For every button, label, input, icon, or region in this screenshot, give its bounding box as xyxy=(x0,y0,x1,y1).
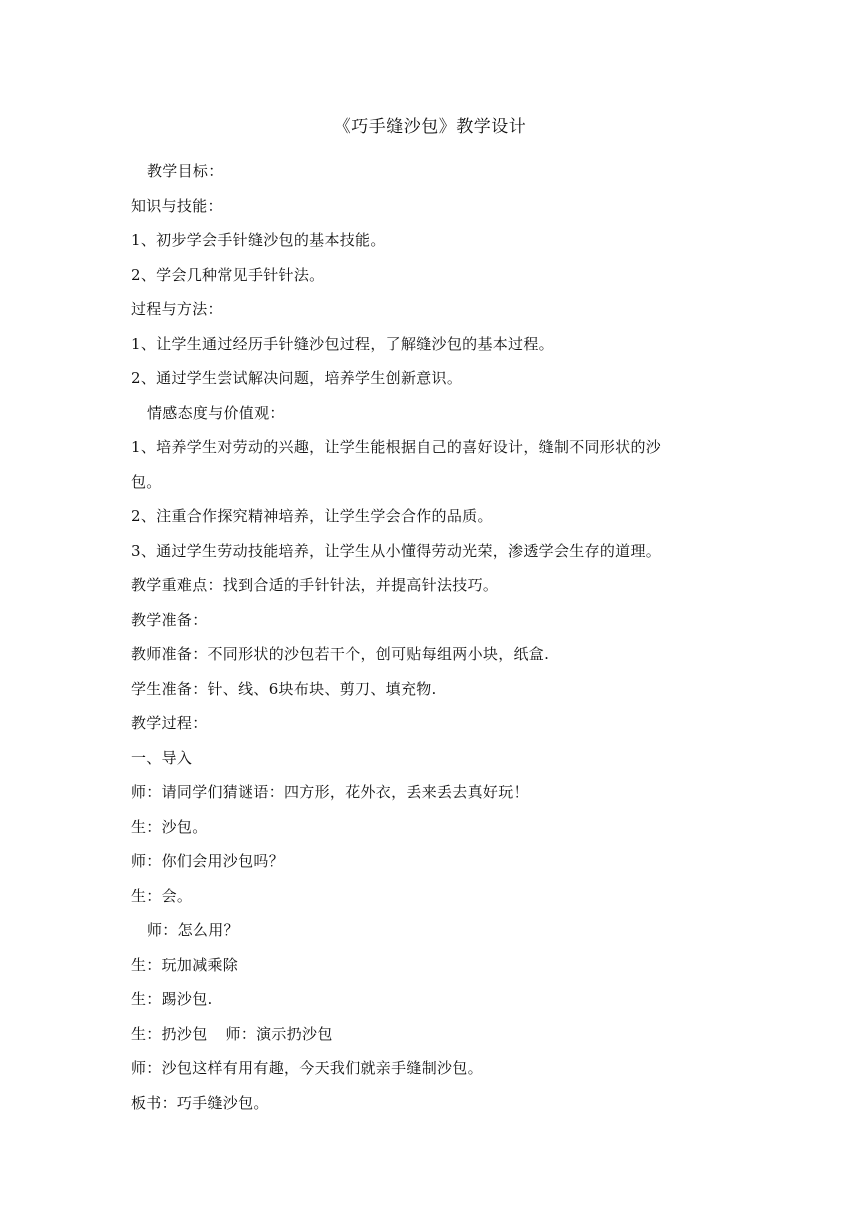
paragraph-continuation: 包。 xyxy=(131,472,162,491)
subsection-heading: 一、导入 xyxy=(131,748,193,767)
dialogue-line: 生：踢沙包. xyxy=(131,990,213,1008)
paragraph: 教学重难点：找到合适的手针针法，并提高针法技巧。 xyxy=(131,576,499,594)
dialogue-line: 师：怎么用？ xyxy=(147,921,239,939)
paragraph: 1、让学生通过经历手针缝沙包过程，了解缝沙包的基本过程。 xyxy=(131,334,554,353)
dialogue-line: 师：请同学们猜谜语：四方形，花外衣，丢来丢去真好玩！ xyxy=(131,783,529,801)
section-heading: 教学目标： xyxy=(147,162,224,180)
subsection-heading: 过程与方法： xyxy=(131,300,223,318)
paragraph: 2、注重合作探究精神培养，让学生学会合作的品质。 xyxy=(131,507,493,525)
document-title: 《巧手缝沙包》教学设计 xyxy=(333,117,527,137)
paragraph: 2、学会几种常见手针针法。 xyxy=(131,265,325,284)
dialogue-line: 师：沙包这样有用有趣，今天我们就亲手缝制沙包。 xyxy=(131,1059,483,1077)
section-heading: 教学过程： xyxy=(131,714,208,732)
dialogue-line: 生：玩加减乘除 xyxy=(131,955,239,974)
subsection-heading: 情感态度与价值观： xyxy=(147,403,285,422)
paragraph: 2、通过学生尝试解决问题，培养学生创新意识。 xyxy=(131,369,463,387)
subsection-heading: 知识与技能： xyxy=(131,196,223,215)
document-body xyxy=(131,154,731,1120)
paragraph: 教师准备：不同形状的沙包若干个，创可贴每组两小块，纸盒. xyxy=(131,645,550,663)
dialogue-line-pair xyxy=(131,1017,731,1052)
dialogue-line: 师：你们会用沙包吗？ xyxy=(131,852,285,870)
dialogue-line: 生：会。 xyxy=(131,886,193,905)
dialogue-line: 生：沙包。 xyxy=(131,817,208,836)
paragraph: 3、通过学生劳动技能培养，让学生从小懂得劳动光荣，渗透学会生存的道理。 xyxy=(131,541,662,560)
dialogue-segment: 生：扔沙包 xyxy=(131,1024,208,1043)
paragraph: 学生准备：针、线、6块布块、剪刀、填充物. xyxy=(131,679,437,698)
paragraph: 1、培养学生对劳动的兴趣，让学生能根据自己的喜好设计，缝制不同形状的沙 xyxy=(131,438,662,456)
paragraph: 1、初步学会手针缝沙包的基本技能。 xyxy=(131,231,386,249)
section-heading: 教学准备： xyxy=(131,610,208,629)
dialogue-segment: 师：演示扔沙包 xyxy=(225,1024,333,1043)
dialogue-line: 板书：巧手缝沙包。 xyxy=(131,1093,269,1112)
